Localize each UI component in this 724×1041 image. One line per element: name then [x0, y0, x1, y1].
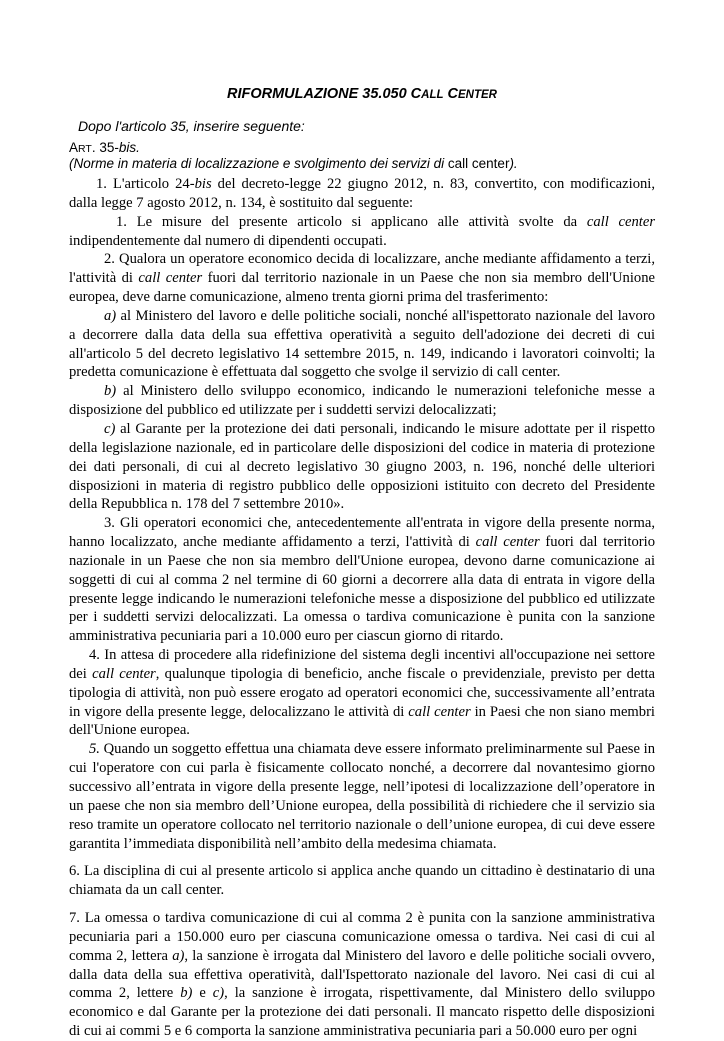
- paragraph-1: 1. L'articolo 24-bis del decreto-legge 22 giugno 2012, n. 83, convertito, con modificazioni, dalla legge 7 agosto 2012, n. 134, è sostituito dal seguente:: [69, 176, 655, 211]
- paragraph-letter-b: b) al Ministero dello sviluppo economico, indicando le numerazioni telefoniche messe a disposizione del pubblico ed utilizzate per i suddetti servizi delocalizzati;: [69, 383, 655, 419]
- document-body: [69, 175, 655, 1041]
- document-title: RIFORMULAZIONE 35.050 CALL CENTER: [226, 86, 497, 102]
- insert-note: Dopo l'articolo 35, inserire seguente:: [78, 118, 305, 134]
- paragraph-letter-c: c) al Garante per la protezione dei dati personali, indicando le misure adottate per il rispetto della legislazione nazionale, ed in particolare delle disposizioni del codice in materia di protezione dei dati personali, di cui al decreto legislativo 30 giugno 2003, n. 196, nonché delle ulteriori disposizioni in materia di registro pubblico delle opposizioni istituito con decreto del Presidente della Repubblica n. 178 del 7 settembre 2010».: [69, 420, 655, 513]
- paragraph-letter-a: a) al Ministero del lavoro e delle politiche sociali, nonché all'ispettorato nazionale del lavoro a decorrere dalla data della sua effettiva operatività a seguito dell'adozione dei decreti di cui all'articolo 5 del decreto legislativo 14 settembre 2015, n. 149, indicando i lavoratori coinvolti; la predetta comunicazione è effettuata dal soggetto che svolge il servizio di call center.: [69, 307, 655, 381]
- paragraph-comma-3: 3. Gli operatori economici che, antecedentemente all'entrata in vigore della presente norma, hanno localizzato, anche mediante affidamento a terzi, l'attività di call center fuori dal territorio nazionale in un Paese che non sia membro dell'Unione europea, devono darne comunicazione ai soggetti di cui al comma 2 nel termine di 60 giorni a decorrere alla data di entrata in vigore della presente legge indicando le numerazioni telefoniche messe a disposizione del pubblico ed utilizzate per i suddetti servizi delocalizzati. La omessa o tardiva comunicazione è punita con la sanzione amministrativa pecuniaria pari a 10.000 euro per ciascun giorno di ritardo.: [69, 515, 655, 645]
- article-subtitle: (Norme in materia di localizzazione e svolgimento dei servizi di call center).: [69, 156, 518, 171]
- paragraph-comma-4: 4. In attesa di procedere alla ridefinizione del sistema degli incentivi all'occupazione nei settore dei call center, qualunque tipologia di beneficio, anche fiscale o previdenziale, previsto per detta tipologia di attività, non può essere erogato ad operatori economici che, successivamente all’entrata in vigore della presente legge, delocalizzano le attività di call center in Paesi che non siano membri dell'Unione europea.: [69, 647, 655, 739]
- article-heading: ART. 35-bis.: [69, 140, 140, 155]
- paragraph-comma-6: 6. La disciplina di cui al presente articolo si applica anche quando un cittadino è destinatario di una chiamata da un call center.: [69, 863, 655, 899]
- paragraph-comma-7: 7. La omessa o tardiva comunicazione di cui al comma 2 è punita con la sanzione amministrativa pecuniaria pari a 150.000 euro per ciascuna comunicazione omessa o tardiva. Nei casi di cui al comma 2, lettera a), la sanzione è irrogata dal Ministero del lavoro e delle politiche sociali ovvero, dalla data della sua effettiva operatività, dall'Ispettorato nazionale del lavoro. Nei casi di cui al comma 2, lettere b) e c), la sanzione è irrogata, rispettivamente, dal Ministero dello sviluppo economico e dal Garante per la protezione dei dati personali. Il mancato rispetto delle disposizioni di cui ai commi 5 e 6 comporta la sanzione amministrativa pecuniaria pari a 50.000 euro per ogni: [69, 910, 655, 1040]
- paragraph-comma-2: 2. Qualora un operatore economico decida di localizzare, anche mediante affidamento a terzi, l'attività di call center fuori dal territorio nazionale in un Paese che non sia membro dell'Unione europea, deve darne comunicazione, almeno trenta giorni prima del trasferimento:: [69, 251, 655, 306]
- paragraph-1-comma-1: 1. Le misure del presente articolo si applicano alle attività svolte da call center indipendentemente dal numero di dipendenti occupati.: [69, 213, 655, 249]
- paragraph-comma-5: 5. Quando un soggetto effettua una chiamata deve essere informato preliminarmente sul Paese in cui l'operatore con cui parla è fisicamente collocato nonché, a decorrere dal novantesimo giorno successivo all’entrata in vigore della presente legge, nell’ipotesi di localizzazione dell’operatore in un paese che non sia membro dell’Unione europea, della possibilità di richiedere che il servizio sia reso tramite un operatore collocato nel territorio nazionale o dell’unione europea, di cui deve essere garantita l’immediata disponibilità nell’ambito della medesima chiamata.: [69, 741, 655, 852]
